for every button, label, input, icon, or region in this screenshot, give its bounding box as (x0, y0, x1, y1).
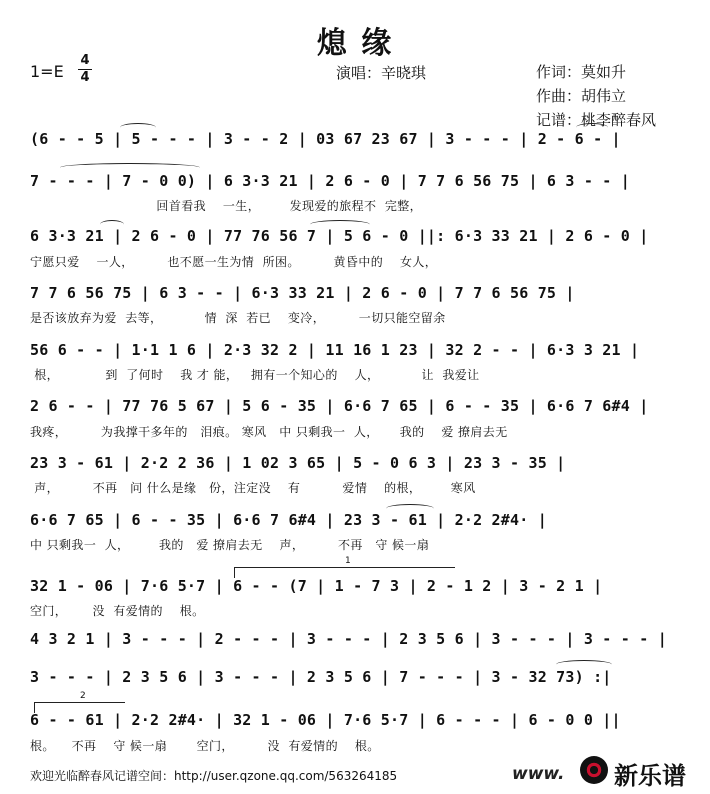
time-signature-top: 4 (80, 53, 90, 68)
time-signature (78, 54, 92, 85)
slur-mark (556, 660, 612, 669)
lyric-line-5: 根， 到 了何时 我 才 能， 拥有一个知心的 人， 让 我爱让 (30, 368, 480, 382)
lyricist: 作词：莫如升 (536, 63, 627, 81)
notation-line-3: 6 3·3 21 | 2 6 - 0 | 77 76 56 7 | 5 6 - 0 ||: 6·3 33 21 | 2 6 - 0 | (30, 227, 649, 245)
slur-mark (100, 220, 124, 229)
lyric-line-9: 空门， 没 有爱情的 根。 (30, 604, 205, 618)
record-disc-icon (580, 756, 608, 784)
song-title: 熄 缘 (316, 26, 394, 61)
second-ending: 2 (34, 702, 125, 713)
slur-mark (386, 504, 434, 513)
notation-line-9: 32 1 - 06 | 7·6 5·7 | 6 - - (7 | 1 - 7 3 | 2 - 1 2 | 3 - 2 1 | (30, 577, 603, 595)
site-watermark: www. (512, 764, 565, 784)
slur-mark (120, 123, 156, 132)
notation-line-6: 2 6 - - | 77 76 5 67 | 5 6 - 35 | 6·6 7 65 | 6 - - 35 | 6·6 7 6#4 | (30, 397, 649, 415)
time-signature-bottom: 4 (80, 70, 90, 85)
notation-line-8: 6·6 7 65 | 6 - - 35 | 6·6 7 6#4 | 23 3 - 61 | 2·2 2#4· | (30, 511, 547, 529)
singer: 演唱：辛晓琪 (336, 64, 427, 82)
lyric-line-4: 是否该放弃为爱 去等， 情 深 若已 变冷， 一切只能空留余 (30, 311, 446, 325)
first-ending: 1 (234, 567, 455, 578)
lyric-line-8: 中 只剩我一 人， 我的 爱 撩肩去无 声， 不再 守 候一扇 (30, 538, 430, 552)
notation-line-2: 7 - - - | 7 - 0 0) | 6 3·3 21 | 2 6 - 0 | 7 7 6 56 75 | 6 3 - - | (30, 172, 630, 190)
lyric-line-3: 宁愿只爱 一人， 也不愿一生为情 所困。 黄昏中的 女人， (30, 255, 438, 269)
slur-mark (576, 123, 608, 132)
transcriber: 记谱：桃李醉春风 (536, 111, 657, 129)
notation-line-4: 7 7 6 56 75 | 6 3 - - | 6·3 33 21 | 2 6 - 0 | 7 7 6 56 75 | (30, 284, 575, 302)
notation-line-10: 4 3 2 1 | 3 - - - | 2 - - - | 3 - - - | 2 3 5 6 | 3 - - - | 3 - - - | (30, 630, 667, 648)
logo-text: 新乐谱 (614, 762, 686, 790)
lyric-line-2: 回首看我 一生， 发现爱的旅程不 完整， (30, 199, 423, 213)
composer: 作曲：胡伟立 (536, 87, 627, 105)
slur-mark (60, 163, 200, 172)
lyric-line-6: 我疼， 为我撑干多年的 泪痕。 寒风 中 只剩我一 人， 我的 爱 撩肩去无 (30, 425, 508, 439)
notation-line-11: 3 - - - | 2 3 5 6 | 3 - - - | 2 3 5 6 | 7 - - - | 3 - 32 73) :| (30, 668, 612, 686)
key-signature: 1=E (30, 62, 64, 81)
lyric-line-7: 声， 不再 问 什么是缘 份，注定没 有 爱情 的根， 寒风 (30, 481, 476, 495)
notation-line-1: (6 - - 5 | 5 - - - | 3 - - 2 | 03 67 23 67 | 3 - - - | 2 - 6 - | (30, 130, 621, 148)
notation-line-5: 56 6 - - | 1·1 1 6 | 2·3 32 2 | 11 16 1 23 | 32 2 - - | 6·3 3 21 | (30, 341, 640, 359)
credits (536, 60, 656, 132)
notation-line-12: 6 - - 61 | 2·2 2#4· | 32 1 - 06 | 7·6 5·7 | 6 - - - | 6 - 0 0 || (30, 711, 621, 729)
footer-text: 欢迎光临醉春风记谱空间：http://user.qzone.qq.com/563264185 (30, 769, 398, 783)
notation-line-7: 23 3 - 61 | 2·2 2 36 | 1 02 3 65 | 5 - 0 6 3 | 23 3 - 35 | (30, 454, 566, 472)
lyric-line-12: 根。 不再 守 候一扇 空门， 没 有爱情的 根。 (30, 739, 380, 753)
xinyuepu-logo (578, 754, 696, 790)
slur-mark (310, 220, 370, 229)
